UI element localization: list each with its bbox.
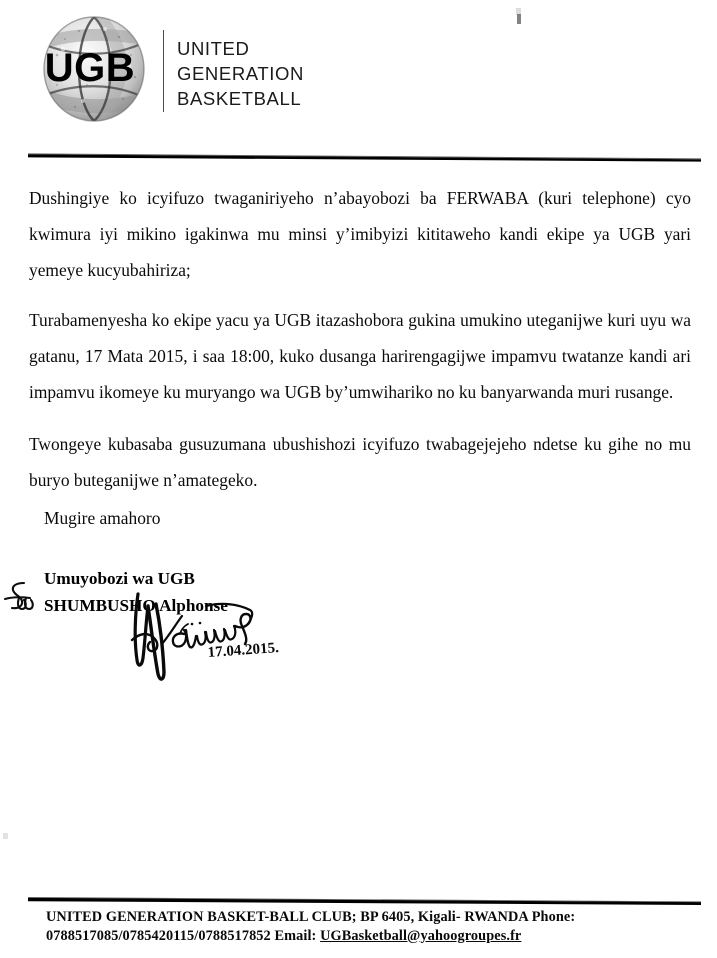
body-paragraph-2: Turabamenyesha ko ekipe yacu ya UGB itazashobora gukina umukino uteganijwe kuri uyu wa gatanu, 17 Mata 2015, i saa 18:00, kuko dusanga harirengagijwe impamvu twatanze kandi ari impamvu ikomeye ku muryango wa UGB by’umwihariko no ku banyarwanda muri rusange. <box>29 310 691 402</box>
handwritten-date-text: 17.04.2015. <box>207 640 280 661</box>
handwritten-date <box>208 641 308 663</box>
handwritten-signature <box>118 588 298 684</box>
org-name-line-3: BASKETBALL <box>177 88 302 109</box>
scan-artifact-top <box>517 14 521 24</box>
footer-address-line: UNITED GENERATION BASKET-BALL CLUB; BP 6405, Kigali- RWANDA Phone: <box>46 909 576 925</box>
body-paragraph-3: Twongeye kubasaba gusuzumana ubushishozi icyifuzo twabagejejeho ndetse ku gihe no mu buryo buteganijwe n’amategeko. <box>29 434 691 490</box>
footer-email-link[interactable]: UGBasketball@yahoogroupes.fr <box>320 927 522 944</box>
org-name-line-2: GENERATION <box>177 63 304 84</box>
basketball-icon <box>35 15 153 123</box>
organization-name <box>177 36 304 111</box>
org-name-line-1: UNITED <box>177 38 250 59</box>
footer-phone-text: 0788517085/0785420115/0788517852 Email: <box>46 927 321 944</box>
scan-artifact-left <box>3 833 8 839</box>
letter-body <box>29 180 691 498</box>
letter-footer <box>46 908 696 945</box>
letterhead <box>35 12 455 127</box>
signer-name: SHUMBUSHO Alphonse <box>44 596 228 615</box>
footer-contact-line <box>46 927 696 946</box>
svg-text:UGB: UGB <box>44 46 136 90</box>
margin-initial-mark <box>0 580 44 620</box>
body-paragraph-1: Dushingiye ko icyifuzo twaganiriyeho n’abayobozi ba FERWABA (kuri telephone) cyo kwimura iyi mikino igakinwa mu minsi y’imibyizi kititaweho kandi ekipe ya UGB yari yemeye kucyubahiriza; <box>29 188 691 280</box>
signer-title: Umuyobozi wa UGB <box>44 569 195 588</box>
footer-divider-rule <box>28 897 701 907</box>
letterhead-divider <box>163 30 164 112</box>
header-divider-rule <box>28 153 701 162</box>
closing-salutation: Mugire amahoro <box>44 508 161 528</box>
